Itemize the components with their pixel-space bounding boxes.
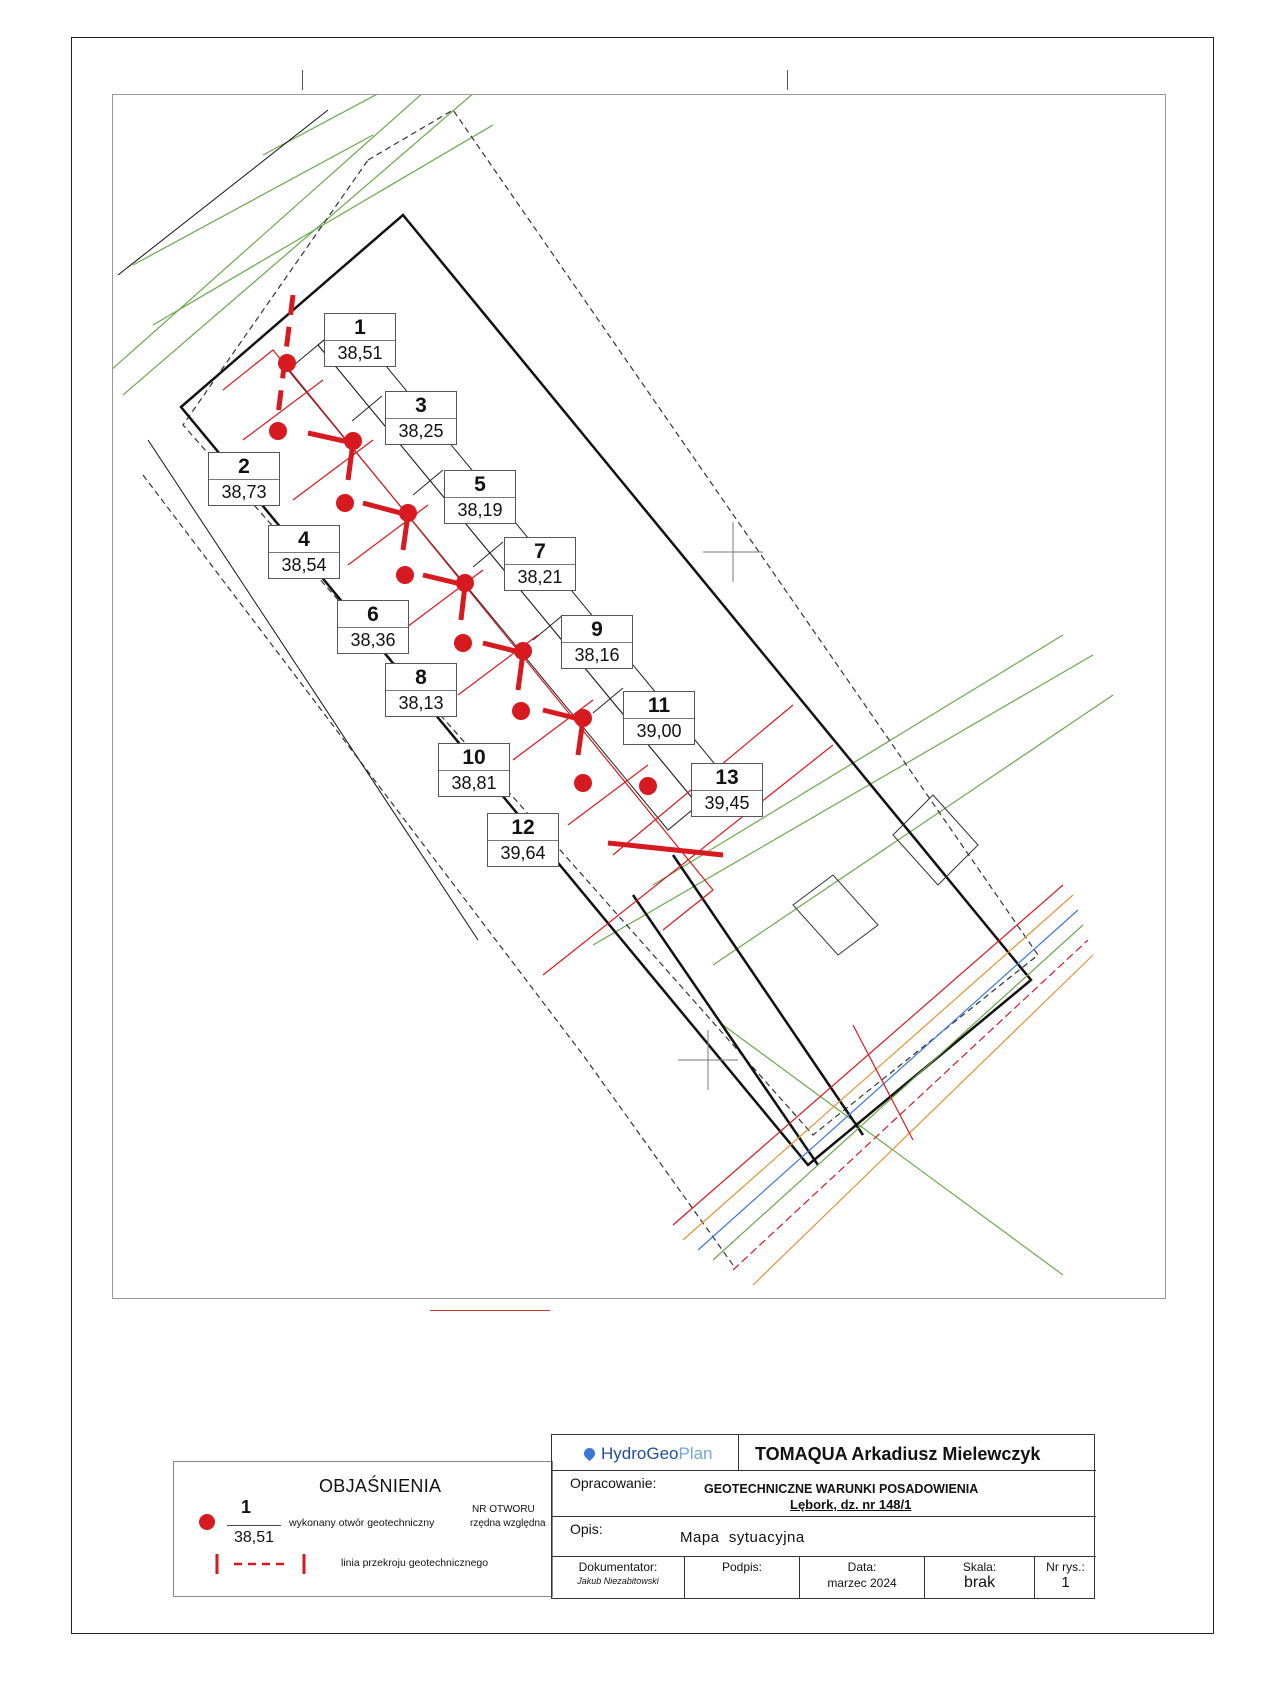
borehole-label [504,537,576,591]
nr-cell [1035,1557,1096,1599]
podpis-cell [685,1557,800,1599]
borehole-label [444,470,516,524]
borehole-number: 9 [562,616,632,643]
borehole-label [438,743,510,797]
title-block [551,1434,1095,1599]
borehole-elevation: 38,21 [517,567,563,587]
opis-value: Mapa sytuacyjna [680,1529,805,1546]
plot-boundary [143,110,1038,1265]
data-label: Data: [847,1560,877,1574]
dokumentator-cell [552,1557,685,1599]
borehole-number: 8 [386,664,456,691]
borehole-elevation: 39,64 [500,843,546,863]
nr-label: Nr rys.: [1046,1560,1085,1574]
borehole-number: 10 [439,744,509,771]
logo-text-hydrogeo: HydroGeo [601,1444,679,1463]
legend-title: OBJAŚNIENIA [319,1476,442,1496]
borehole-elevation: 39,00 [636,721,682,741]
borehole-label [623,691,695,745]
borehole-label [691,763,763,817]
legend-sample-elevation: 38,51 [227,1525,281,1547]
borehole-number: 11 [624,692,694,719]
opracowanie-label: Opracowanie: [570,1475,657,1491]
section-line-icon [214,1552,309,1576]
dokumentator-value: Jakub Niezabitowski [577,1576,659,1586]
data-cell [800,1557,925,1599]
frame-tick-bottom [430,1310,550,1311]
skala-cell [925,1557,1035,1599]
dokumentator-label: Dokumentator: [578,1560,658,1574]
opis-label: Opis: [570,1521,603,1537]
borehole-number: 12 [488,814,558,841]
borehole-elevation: 38,51 [337,343,383,363]
borehole-elevation: 38,13 [398,693,444,713]
borehole-label [208,452,280,506]
borehole-label [337,600,409,654]
borehole-elevation: 39,45 [704,793,750,813]
borehole-label [268,525,340,579]
borehole-label [487,813,559,867]
borehole-number: 7 [505,538,575,565]
legend [173,1461,553,1597]
legend-key-number: NR OTWORU [472,1504,535,1515]
borehole-elevation: 38,81 [451,773,497,793]
utility-lines [673,885,1093,1285]
plot-partitions [223,350,833,975]
legend-section-desc: linia przekroju geotechnicznego [341,1557,489,1569]
borehole-dot-icon [199,1514,215,1530]
borehole-number: 5 [445,471,515,498]
frame-tick-left [302,70,303,90]
borehole-elevation: 38,25 [398,421,444,441]
skala-label: Skala: [962,1560,997,1574]
borehole-elevation: 38,36 [350,630,396,650]
skala-value: brak [963,1574,996,1591]
plot-outline [181,215,1031,1165]
podpis-label: Podpis: [721,1560,763,1574]
legend-sample-number: 1 [241,1497,252,1517]
borehole-elevation: 38,19 [457,500,503,520]
opracowanie-title: GEOTECHNICZNE WARUNKI POSADOWIENIA [704,1482,979,1496]
borehole-elevation: 38,73 [221,482,267,502]
opis-cell [552,1517,1096,1557]
borehole-label [385,663,457,717]
borehole-elevation: 38,16 [574,645,620,665]
borehole-label [561,615,633,669]
borehole-number: 6 [338,601,408,628]
nr-value: 1 [1061,1574,1070,1591]
neighbour-building [793,795,978,955]
borehole-elevation: 38,54 [281,555,327,575]
borehole-label [324,313,396,367]
logo-text-plan: Plan [678,1444,713,1463]
water-drop-icon [582,1446,598,1462]
frame-tick-right [787,70,788,90]
data-value: marzec 2024 [827,1576,897,1590]
company-cell [739,1435,1096,1471]
legend-borehole-desc: wykonany otwór geotechniczny [289,1517,435,1529]
opracowanie-location: Lębork, dz. nr 148/1 [790,1497,912,1512]
borehole-number: 13 [692,764,762,791]
situation-map [112,94,1166,1299]
borehole-number: 2 [209,453,279,480]
company-name: TOMAQUA Arkadiusz Mielewczyk [755,1444,1041,1464]
opracowanie-cell [552,1471,1096,1517]
borehole-number: 1 [325,314,395,341]
borehole-label [385,391,457,445]
borehole-number: 3 [386,392,456,419]
legend-key-elevation: rzędna względna [470,1518,546,1529]
logo-cell [552,1435,739,1471]
borehole-number: 4 [269,526,339,553]
